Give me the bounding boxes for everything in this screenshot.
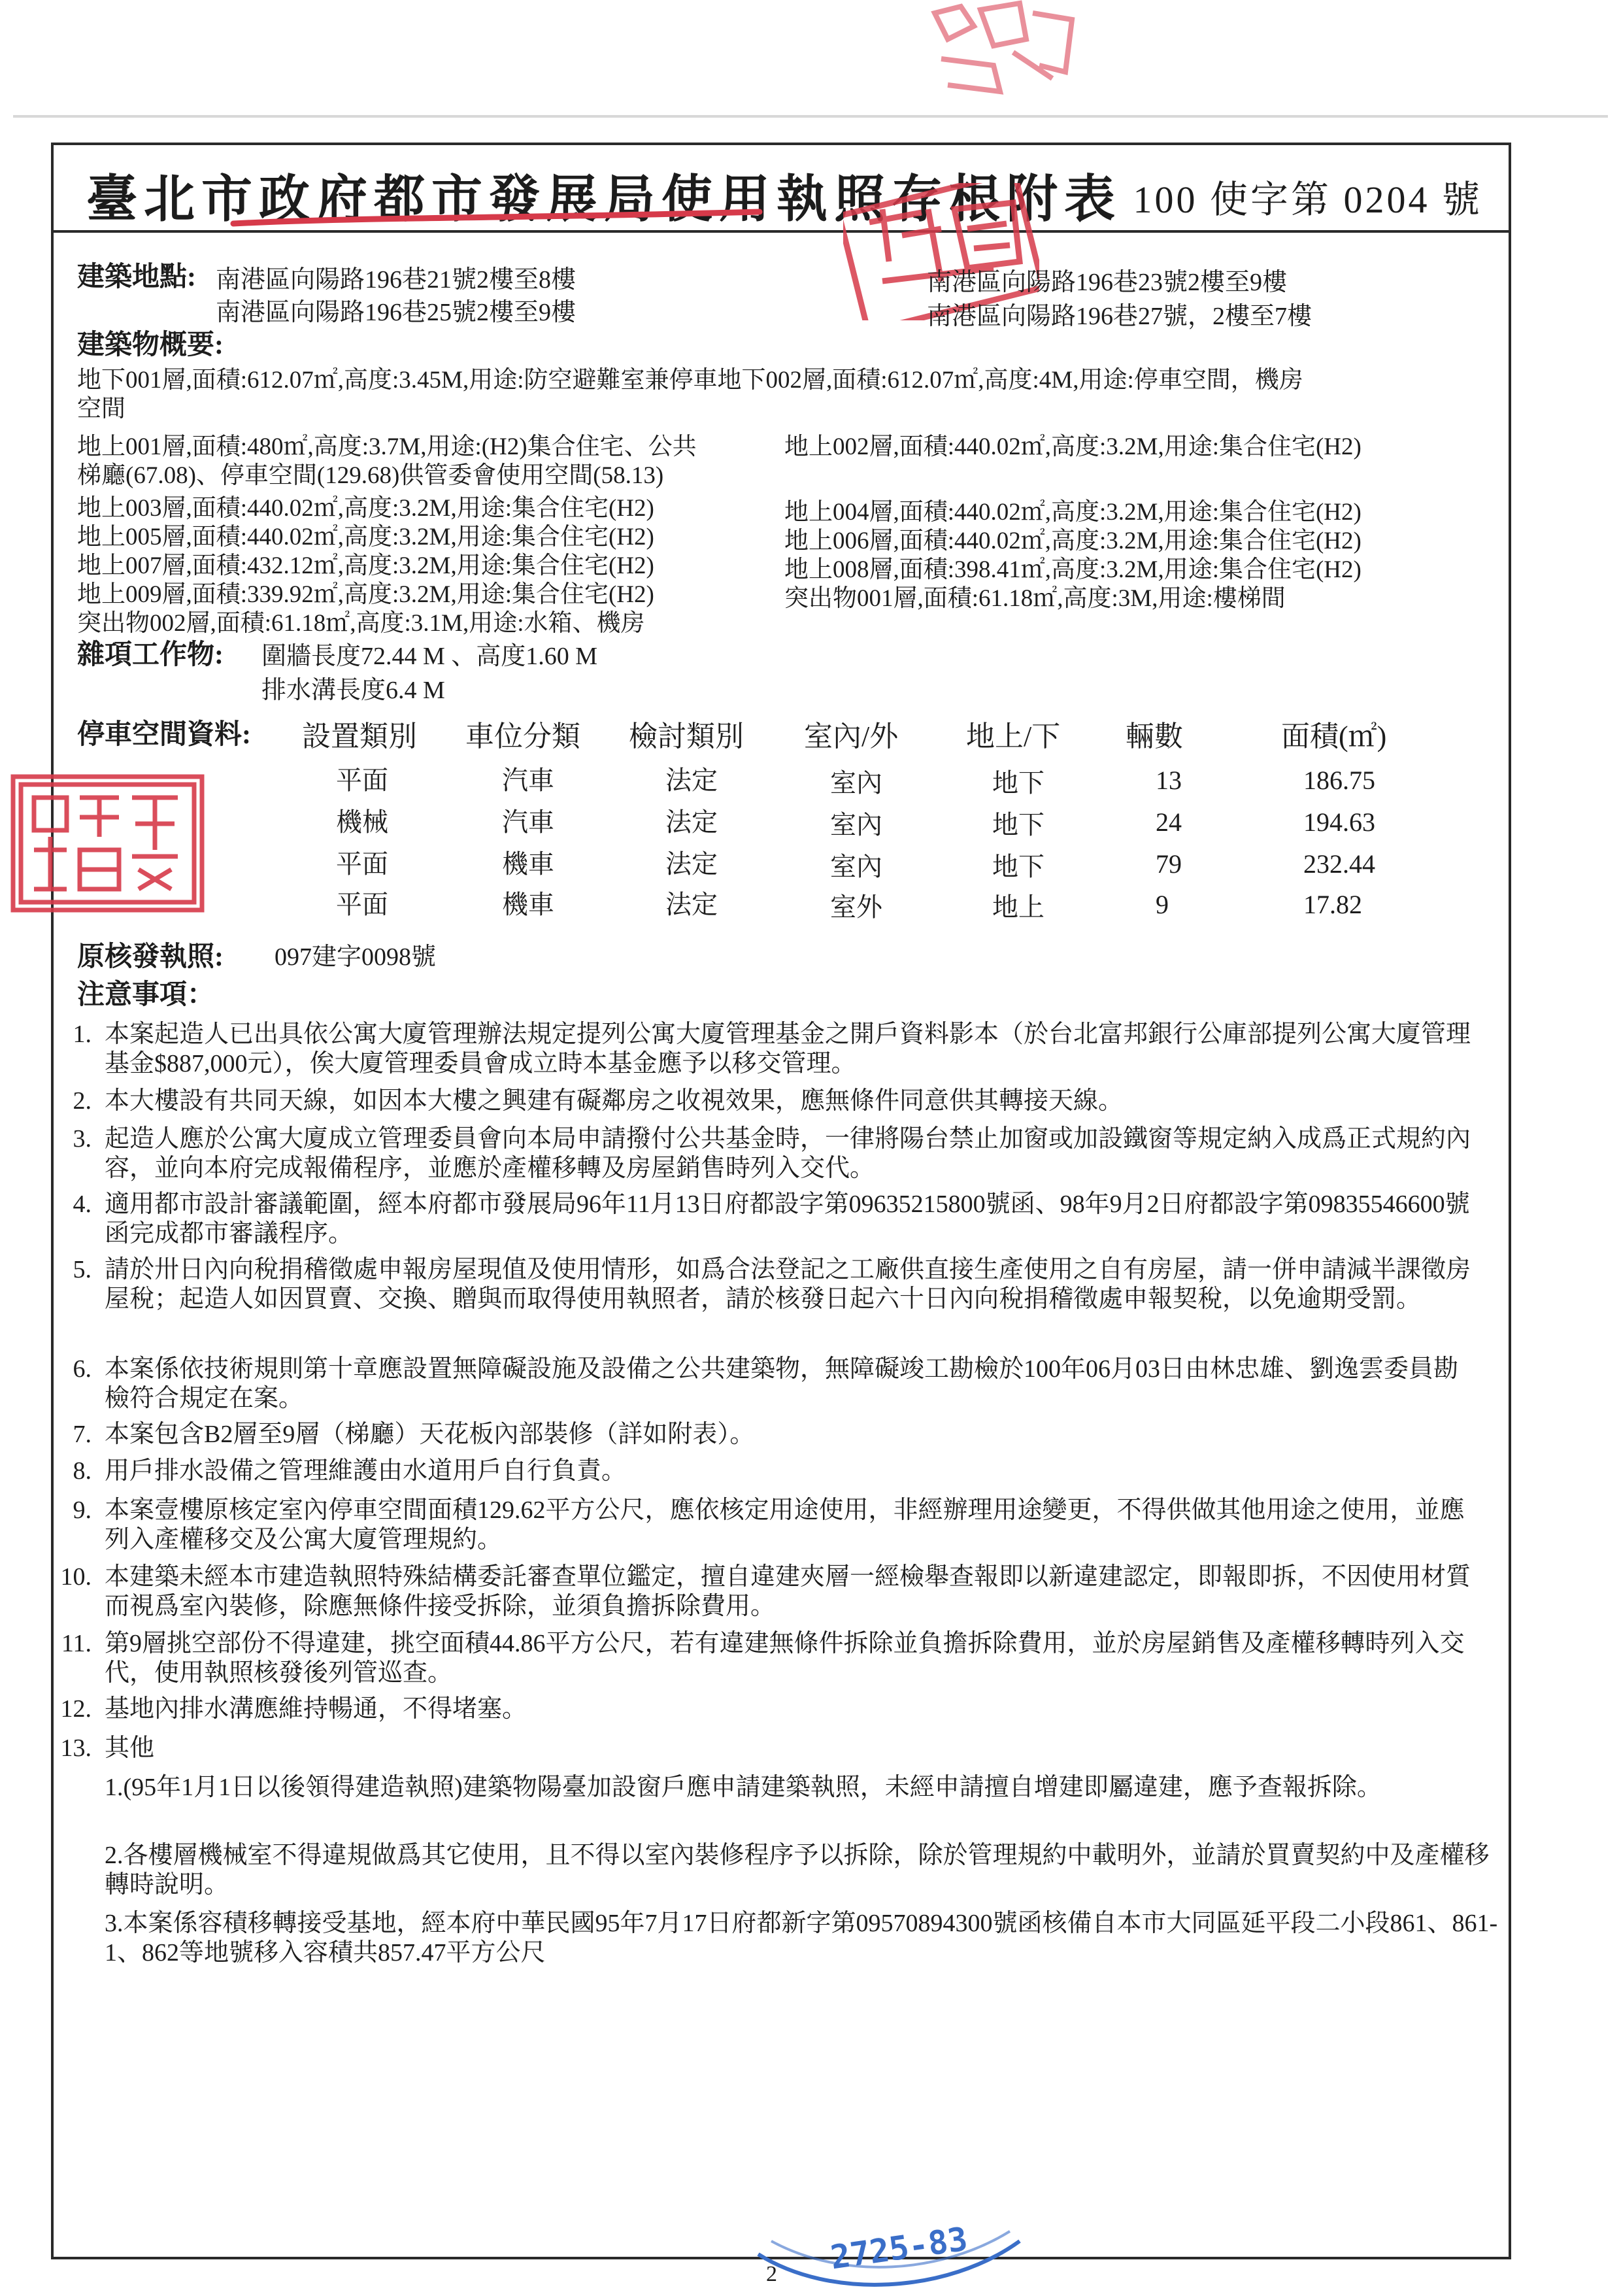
parking-cell: 汽車 xyxy=(502,807,554,837)
parking-header-indoor: 室內/外 xyxy=(804,720,899,752)
parking-cell: 194.63 xyxy=(1303,807,1375,837)
parking-header-count: 輛數 xyxy=(1126,720,1183,752)
note-item: 9. 本案壹樓原核定室內停車空間面積129.62平方公尺，應依核定用途使用，非經辦理用途變更，不得供做其他用途之使用，並應列入產權移交及公寓大廈管理規約。 xyxy=(73,1496,1465,1553)
notes-label: 注意事項： xyxy=(77,980,215,1010)
parking-cell: 法定 xyxy=(665,849,718,879)
parking-cell: 79 xyxy=(1156,849,1182,879)
overview-f3: 地上003層,面積:440.02㎡,高度:3.2M,用途:集合住宅(H2) xyxy=(77,495,654,522)
parking-cell: 平面 xyxy=(336,766,388,795)
note-item: 2. 本大樓設有共同天線，如因本大樓之興建有礙鄰房之收視效果，應無條件同意供其轉接天線。 xyxy=(73,1087,1124,1115)
note-item: 11. 第9層挑空部份不得違建，挑空面積44.86平方公尺，若有違建無條件拆除並負擔拆除費用，並於房屋銷售及產權移轉時列入交代，使用執照核發後列管巡查。 xyxy=(61,1630,1465,1687)
parking-cell: 232.44 xyxy=(1303,849,1375,879)
top-seal-stamp xyxy=(922,0,1085,98)
misc-works-item-1: 圍牆長度72.44 M 、高度1.60 M xyxy=(261,643,598,670)
overview-f4: 地上004層,面積:440.02㎡,高度:3.2M,用途:集合住宅(H2) xyxy=(784,499,1362,526)
address-3: 南港區向陽路196巷25號2樓至9樓 xyxy=(216,299,577,326)
parking-cell: 法定 xyxy=(665,807,718,837)
note-item: 5. 請於卅日內向稅捐稽徵處申報房屋現值及使用情形，如爲合法登記之工廠供直接生產使用之自有房屋，請一併申請減半課徵房屋稅；起造人如因買賣、交換、贈與而取得使用執照者，請於核發日起六十日內向稅捐稽徵處申報契稅，以免逾期受罰。 xyxy=(73,1256,1471,1313)
stamp-number: 2725-83 xyxy=(827,2220,970,2277)
parking-cell: 室內 xyxy=(830,852,882,881)
parking-cell: 186.75 xyxy=(1303,766,1375,795)
parking-cell: 平面 xyxy=(336,849,388,879)
parking-cell: 機車 xyxy=(502,890,554,919)
parking-cell: 機械 xyxy=(336,807,388,837)
misc-works-label: 雜項工作物: xyxy=(77,640,224,670)
parking-header-review: 檢討類別 xyxy=(629,720,744,752)
address-1: 南港區向陽路196巷21號2樓至8樓 xyxy=(216,266,577,294)
overview-f5: 地上005層,面積:440.02㎡,高度:3.2M,用途:集合住宅(H2) xyxy=(77,524,654,550)
note-item: 8. 用戶排水設備之管理維護由水道用戶自行負責。 xyxy=(73,1457,627,1485)
note-item: 1. 本案起造人已出具依公寓大廈管理辦法規定提列公寓大廈管理基金之開戶資料影本（於台北富邦銀行公庫部提列公寓大廈管理基金$887,000元），俟大廈管理委員會成立時本基金應予以移交管理。 xyxy=(73,1021,1471,1077)
parking-cell: 13 xyxy=(1156,766,1182,795)
overview-f2: 地上002層,面積:440.02㎡,高度:3.2M,用途:集合住宅(H2) xyxy=(784,433,1362,460)
parking-cell: 地下 xyxy=(992,810,1044,839)
address-4: 南港區向陽路196巷27號，2樓至7樓 xyxy=(927,303,1312,330)
note-13-sub-item: 1.(95年1月1日以後領得建造執照)建築物陽臺加設窗戶應申請建築執照，未經申請擅自增建即屬違建，應予查報拆除。 xyxy=(105,1774,1382,1801)
overview-b1-line2: 空間 xyxy=(77,396,125,422)
note-item: 6. 本案係依技術規則第十章應設置無障礙設施及設備之公共建築物，無障礙竣工勘檢於100年06月03日由林忠雄、劉逸雲委員勘檢符合規定在案。 xyxy=(73,1355,1459,1412)
original-permit-value: 097建字0098號 xyxy=(275,943,437,971)
bottom-number-stamp xyxy=(752,2220,1026,2293)
parking-header-area: 面積(㎡) xyxy=(1281,720,1387,752)
parking-cell: 室內 xyxy=(830,810,882,839)
top-margin-line xyxy=(13,115,1608,118)
overview-f1-line1: 地上001層,面積:480㎡,高度:3.7M,用途:(H2)集合住宅、公共 xyxy=(77,433,697,460)
header-bar xyxy=(54,145,1509,233)
parking-cell: 地上 xyxy=(992,892,1044,922)
overview-label: 建築物概要: xyxy=(77,330,224,360)
overview-b1-line1: 地下001層,面積:612.07㎡,高度:3.45M,用途:防空避難室兼停車地下002層,面積:612.07㎡,高度:4M,用途:停車空間，機房 xyxy=(77,367,1303,394)
note-13-sub-item: 3.本案係容積移轉接受基地，經本府中華民國95年7月17日府都新字第09570894300號函核備自本市大同區延平段二小段861、861-1、862等地號移入容積共857.47平方公尺 xyxy=(105,1910,1498,1967)
parking-cell: 機車 xyxy=(502,849,554,879)
parking-cell: 室外 xyxy=(830,892,882,922)
note-item: 7. 本案包含B2層至9層（梯廳）天花板內部裝修（詳如附表）。 xyxy=(73,1421,755,1448)
parking-header-setup: 設置類別 xyxy=(302,720,417,752)
parking-cell: 24 xyxy=(1156,807,1182,837)
note-13-sub-item: 2.各樓層機械室不得違規做爲其它使用，且不得以室內裝修程序予以拆除，除於管理規約中載明外，並請於買賣契約中及產權移轉時說明。 xyxy=(105,1842,1490,1899)
license-number: 100 使字第 0204 號 xyxy=(1133,178,1482,221)
parking-cell: 17.82 xyxy=(1303,890,1362,919)
overview-r2: 突出物002層,面積:61.18㎡,高度:3.1M,用途:水箱、機房 xyxy=(77,610,645,637)
misc-works-item-2: 排水溝長度6.4 M xyxy=(261,677,445,704)
title-underline-mark xyxy=(230,205,766,231)
location-label: 建築地點: xyxy=(77,262,196,292)
overview-f9: 地上009層,面積:339.92㎡,高度:3.2M,用途:集合住宅(H2) xyxy=(77,581,654,608)
parking-cell: 法定 xyxy=(665,766,718,795)
original-permit-label: 原核發執照: xyxy=(77,942,224,972)
parking-label: 停車空間資料: xyxy=(77,720,251,750)
parking-cell: 地下 xyxy=(992,768,1044,798)
overview-r1: 突出物001層,面積:61.18㎡,高度:3M,用途:樓梯間 xyxy=(784,585,1286,612)
parking-cell: 室內 xyxy=(830,768,882,798)
address-2: 南港區向陽路196巷23號2樓至9樓 xyxy=(927,269,1288,296)
note-item: 13. 其他 xyxy=(60,1734,155,1762)
note-item: 10. 本建築未經本市建造執照特殊結構委託審查單位鑑定，擅自違建夾層一經檢舉查報即以新違建認定，即報即拆，不因使用材質而視爲室內裝修，除應無條件接受拆除，並須負擔拆除費用。 xyxy=(60,1563,1471,1620)
left-red-seal xyxy=(8,771,207,915)
parking-header-vehicle: 車位分類 xyxy=(465,720,580,752)
parking-cell: 汽車 xyxy=(502,766,554,795)
note-item: 3. 起造人應於公寓大廈成立管理委員會向本局申請撥付公共基金時，一律將陽台禁止加窗或加設鐵窗等規定納入成爲正式規約內容，並向本府完成報備程序，並應於產權移轉及房屋銷售時列入交代。 xyxy=(73,1125,1471,1182)
parking-cell: 地下 xyxy=(992,852,1044,881)
overview-f7: 地上007層,面積:432.12㎡,高度:3.2M,用途:集合住宅(H2) xyxy=(77,552,654,579)
parking-header-level: 地上/下 xyxy=(966,720,1061,752)
note-item: 12. 基地內排水溝應維持暢通，不得堵塞。 xyxy=(60,1695,527,1723)
document-title: 臺北市政府都市發展局使用執照存根附表 xyxy=(86,171,1122,228)
page-number: 2 xyxy=(766,2262,777,2286)
note-item: 4. 適用都市設計審議範圍，經本府都市發展局96年11月13日府都設字第09635215800號函、98年9月2日府都設字第09835546600號函完成都市審議程序。 xyxy=(73,1190,1470,1247)
overview-f6: 地上006層,面積:440.02㎡,高度:3.2M,用途:集合住宅(H2) xyxy=(784,528,1362,554)
parking-cell: 法定 xyxy=(665,890,718,919)
overview-f1-line2: 梯廳(67.08)、停車空間(129.68)供管委會使用空間(58.13) xyxy=(77,462,664,489)
overview-f8: 地上008層,面積:398.41㎡,高度:3.2M,用途:集合住宅(H2) xyxy=(784,556,1362,583)
parking-cell: 平面 xyxy=(336,890,388,919)
parking-cell: 9 xyxy=(1156,890,1169,919)
